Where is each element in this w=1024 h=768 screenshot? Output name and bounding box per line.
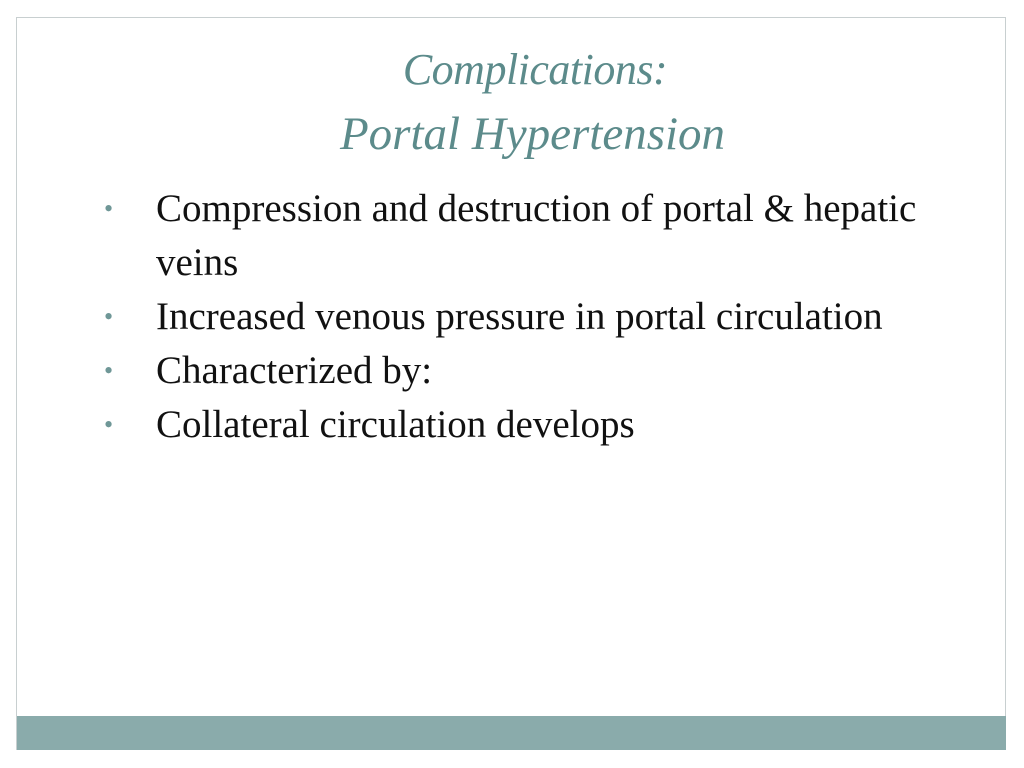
bullet-item bbox=[100, 398, 920, 452]
bullet-dot-icon: • bbox=[104, 410, 114, 439]
bullet-text: Characterized by: bbox=[156, 349, 433, 392]
bullet-list bbox=[100, 182, 920, 452]
bullet-dot-icon: • bbox=[104, 302, 114, 331]
bullet-text: Compression and destruction of portal & hepatic veins bbox=[156, 187, 917, 284]
bullet-item bbox=[100, 344, 920, 398]
footer-bar bbox=[17, 716, 1006, 750]
bullet-text: Collateral circulation develops bbox=[156, 403, 635, 446]
slide-subtitle: Complications: bbox=[402, 45, 668, 94]
bullet-dot-icon: • bbox=[104, 356, 114, 385]
slide-title: Portal Hypertension bbox=[339, 108, 726, 160]
bullet-dot-icon: • bbox=[104, 194, 114, 223]
bullet-item bbox=[100, 290, 920, 344]
bullet-text: Increased venous pressure in portal circulation bbox=[156, 295, 883, 338]
bullet-item bbox=[100, 182, 920, 290]
